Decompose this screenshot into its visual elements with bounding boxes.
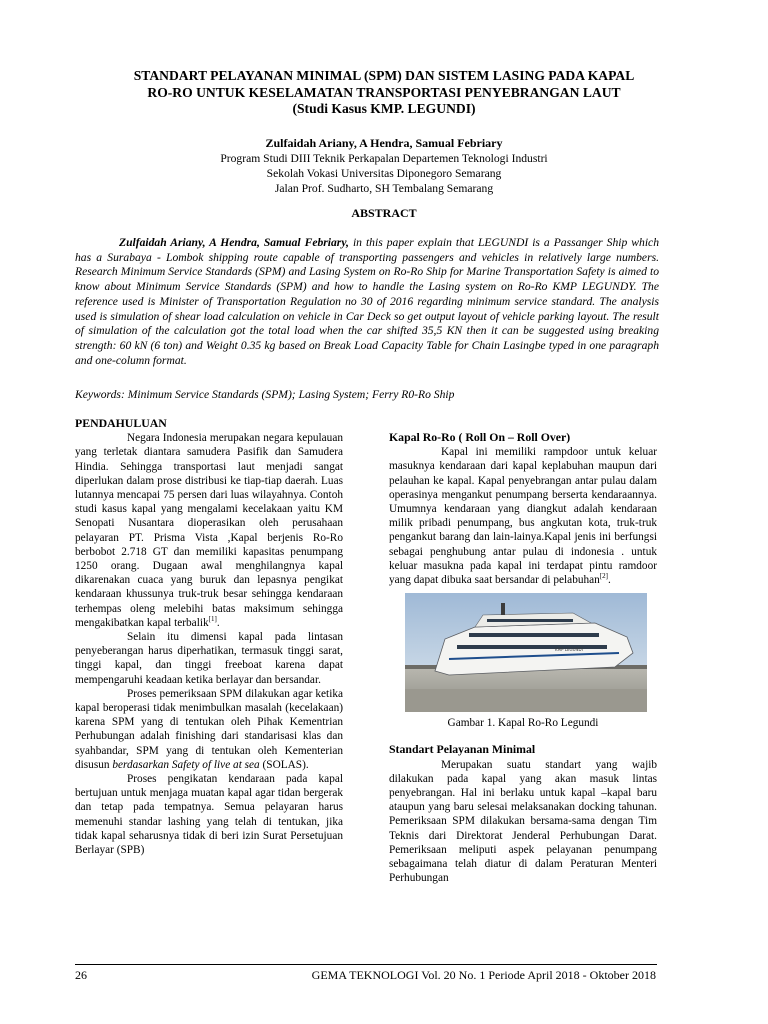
abstract-authors: Zulfaidah Ariany, A Hendra, Samual Febriary, [119, 236, 349, 249]
title-line-1: STANDART PELAYANAN MINIMAL (SPM) DAN SISTEM LASING PADA KAPAL [133, 68, 635, 83]
intro-p3-end: (SOLAS). [259, 758, 309, 771]
spm-paragraph: Merupakan suatu standart yang wajib dilakukan pada kapal yang akan masuk lintas penyebrangan. Hal ini berlaku untuk kapal –kapal baru ataupun yang baru selesai melaksanakan docking tahunan. Pemeriksaan SPM dilakukan bersama-sama dengan Tim Teknis dari Direktorat Jenderal Perhubungan Darat. Pemeriksaan meliputi aspek pelayanan penumpang sebagaimana telah diatur di dalam Peraturan Menteri Perhubungan [389, 758, 657, 885]
page-number: 26 [75, 968, 87, 982]
ship-photo [405, 593, 647, 712]
paper-title [70, 68, 698, 118]
intro-paragraph-2: Selain itu dimensi kapal pada lintasan penyeberangan harus diperhatikan, termasuk tinggi sarat, tinggi kapal, dan tinggi freeboat karena dapat mempengaruhi keadaan ketika berlayar dan bersandar. [75, 631, 343, 686]
section-heading-spm: Standart Pelayanan Minimal [389, 742, 536, 757]
abstract-heading: ABSTRACT [351, 206, 417, 220]
roro-p1-end: . [607, 574, 611, 587]
abstract-text [75, 236, 659, 368]
intro-paragraph-1 [75, 431, 343, 630]
citation-2: [2] [599, 572, 608, 581]
roro-paragraph-1 [389, 445, 657, 587]
journal-footer: GEMA TEKNOLOGI Vol. 20 No. 1 Periode April 2018 - Oktober 2018 [311, 968, 656, 982]
title-line-3: (Studi Kasus KMP. LEGUNDI) [292, 101, 476, 116]
author-list: Zulfaidah Ariany, A Hendra, Samual Febriary [265, 136, 503, 150]
figure-caption: Gambar 1. Kapal Ro-Ro Legundi [447, 717, 599, 730]
title-line-2: RO-RO UNTUK KESELAMATAN TRANSPORTASI PENYEBRANGAN LAUT [147, 84, 621, 100]
affiliation [70, 151, 698, 197]
ship-name-label: KMP LEGUNDI [555, 647, 583, 653]
citation-1: [1] [208, 615, 217, 624]
left-column [75, 416, 343, 857]
ship-photo-illustration [405, 593, 647, 712]
ship-mast [501, 603, 505, 615]
right-column [389, 430, 657, 885]
abstract-body: in this paper explain that LEGUNDI is a Passanger Ship which has a Surabaya - Lombok shipping route capable of transporting passengers and vehicles in relatively large numbers. Research Minimum Service Standards (SPM) and Lasing System on Ro-Ro Ship for Marine Transportation Safety is aimed to know about Minimum Service Standards (SPM) and how to handle the Lasing system on Ro-Ro KMP LEGUNDY. The reference used is Minister of Transportation Regulation no 30 of 2016 regarding minimum service standard. The analysis used is simulation of shear load calculation on vehicle in Car Deck so get output layout of vehicle parking layout. The result of simulation of the calculation got the total load when the car shifted 35,5 KN then it can be suggested using breaking strength: 60 kN (6 ton) and Weight 0.35 kg based on Break Load Capacity Table for Chain Lasingbe typed in one paragraph and one-column format. [75, 236, 659, 367]
affiliation-line-2: Sekolah Vokasi Universitas Diponegoro Semarang [266, 167, 502, 181]
affiliation-line-3: Jalan Prof. Sudharto, SH Tembalang Semarang [274, 182, 494, 196]
intro-paragraph-3 [75, 687, 343, 772]
keywords: Keywords: Minimum Service Standards (SPM); Lasing System; Ferry R0-Ro Ship [75, 388, 455, 401]
section-heading-kapal-roro: Kapal Ro-Ro ( Roll On – Roll Over) [389, 430, 571, 444]
intro-p1-text: Negara Indonesia merupakan negara kepulauan yang terletak diantara samudera Pasifik dan Samudera Hindia. Sehingga transportasi laut menjadi sangat diperlukan dalam prose distribusi ke tiap-tiap daerah. Luas lutannya mencapai 75 persen dari luas wilayahnya. Contoh studi kasus kapal yang mengalami kecelakaan yaitu KM Senopati Nusantara dioperasikan oleh perusahaan pelayaran PT. Prisma Vista ,Kapal berjenis Ro-Ro berbobot 2.718 GT dan memiliki kapasitas penumpang 1250 orang. Dugaan awal menghilangnya kapal dikarenakan cuaca yang buruk dan lepasnya pengikat kendaraan khussunya truk-truk besar sehingga kendaraan terhempas oleng melebihi batas maksimum sehingga mengakibatkan kapal terbalik [75, 432, 343, 629]
intro-p1-end: . [216, 616, 220, 629]
section-heading-pendahuluan: PENDAHULUAN [75, 416, 167, 430]
footer-divider [75, 964, 657, 965]
intro-p3-italic: berdasarkan Safety of live at sea [112, 758, 260, 771]
affiliation-line-1: Program Studi DIII Teknik Perkapalan Departemen Teknologi Industri [220, 152, 548, 165]
intro-paragraph-4: Proses pengikatan kendaraan pada kapal bertujuan untuk menjaga muatan kapal agar tidan bergerak dan tetap pada tempatnya. Semua pelayaran harus memenuhi standar lashing yang telah di tentukan, jika tidak kapal seharusnya tidak di beri izin Surat Persetujuan Berlayar (SPB) [75, 773, 343, 857]
roro-p1-text: Kapal ini memiliki rampdoor untuk keluar masuknya kendaraan dari kapal keplabuhan maupun dari pelauhan ke kapal. Kapal penyebrangan antar pulau dalam operasinya mengankut penumpang berserta kendaraannya. Umumnya kendaraan yang diangkut adalah kendaraan milik pribadi penumpang, bus angkutan kota, truk-truk pengankut barang dan lain-lainya.Kapal jenis ini berfungsi sebagai penghubung antar pulau di indonesia . untuk keluar masukna pada kapal ini terdapat pintu ramdoor yang dapat dibuka saat bersandar di pelabuhan [389, 446, 657, 587]
intro-p3-text: Proses pemeriksaan SPM dilakukan agar ketika kapal beroperasi tidak menimbulkan masalah (kecelakaan) karena SPM yang di tentukan oleh Pihak Kementrian Perhubungan adalah finishing dari standarisasi klas dan syahbandar, SPM yang di tentukan oleh Kementerian disusun [75, 687, 343, 771]
